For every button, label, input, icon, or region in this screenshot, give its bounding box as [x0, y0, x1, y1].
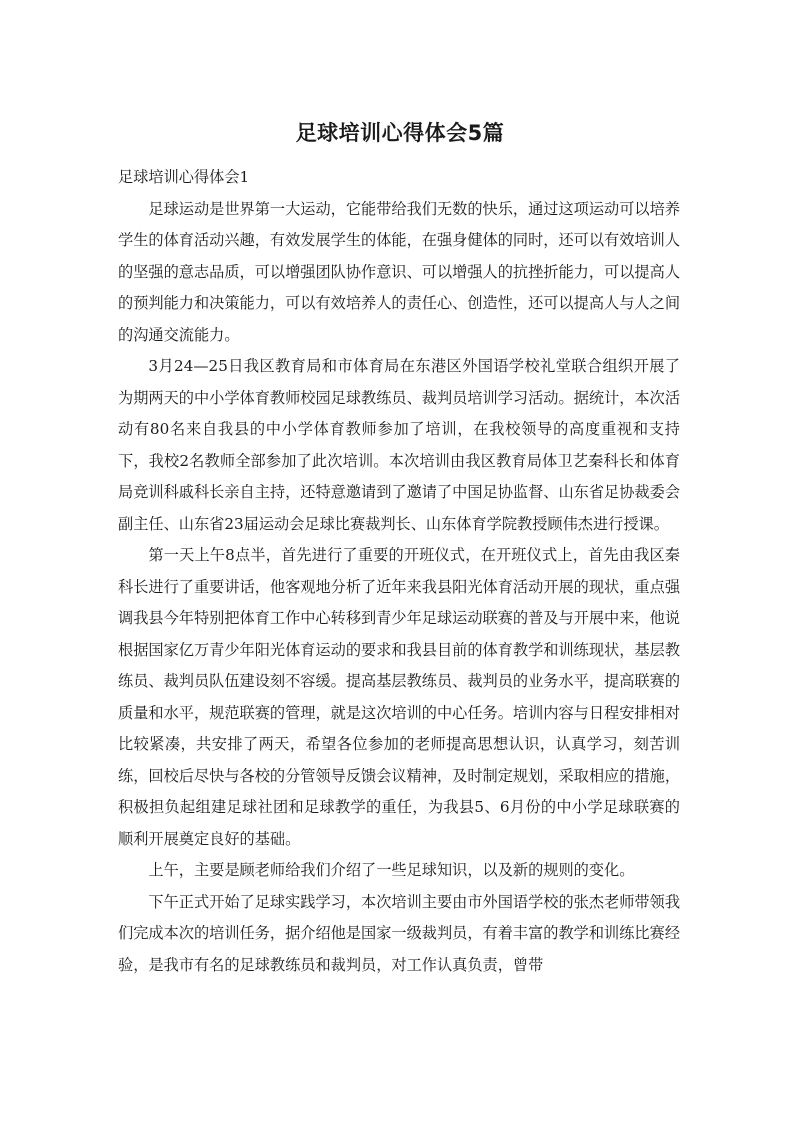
- paragraph-3: 第一天上午8点半，首先进行了重要的开班仪式，在开班仪式上，首先由我区秦科长进行了重要讲话，他客观地分析了近年来我县阳光体育活动开展的现状，重点强调我县今年特别把体育工作中心转移到青少年足球运动联赛的普及与开展中来，他说根据国家亿万青少年阳光体育运动的要求和我县目前的体育教学和训练现状，基层教练员、裁判员队伍建设刻不容缓。提高基层教练员、裁判员的业务水平，提高联赛的质量和水平，规范联赛的管理，就是这次培训的中心任务。培训内容与日程安排相对比较紧凑，共安排了两天，希望各位参加的老师提高思想认识，认真学习，刻苦训练，回校后尽快与各校的分管领导反馈会议精神，及时制定规划，采取相应的措施，积极担负起组建足球社团和足球教学的重任，为我县5、6月份的中小学足球联赛的顺利开展奠定良好的基础。: [118, 546, 680, 848]
- section-heading: 足球培训心得体会1: [118, 168, 250, 186]
- paragraph-4: 上午，主要是顾老师给我们介绍了一些足球知识，以及新的规则的变化。: [148, 861, 635, 879]
- paragraph-1: 足球运动是世界第一大运动，它能带给我们无数的快乐，通过这项运动可以培养学生的体育活动兴趣，有效发展学生的体能，在强身健体的同时，还可以有效培训人的坚强的意志品质，可以增强团队协作意识、可以增强人的抗挫折能力，可以提高人的预判能力和决策能力，可以有效培养人的责任心、创造性，还可以提高人与人之间的沟通交流能力。: [118, 199, 680, 344]
- paragraph-5: 下午正式开始了足球实践学习，本次培训主要由市外国语学校的张杰老师带领我们完成本次的培训任务，据介绍他是国家一级裁判员，有着丰富的教学和训练比赛经验，是我市有名的足球教练员和裁判员，对工作认真负责，曾带: [118, 892, 680, 974]
- paragraph-2: 3月24—25日我区教育局和市体育局在东港区外国语学校礼堂联合组织开展了为期两天的中小学体育教师校园足球教练员、裁判员培训学习活动。据统计，本次活动有80名来自我县的中小学体育教师参加了培训，在我校领导的高度重视和支持下，我校2名教师全部参加了此次培训。本次培训由我区教育局体卫艺秦科长和体育局竞训科戚科长亲自主持，还特意邀请到了邀请了中国足协监督、山东省足协裁委会副主任、山东省23届运动会足球比赛裁判长、山东体育学院教授顾伟杰进行授课。: [118, 357, 680, 533]
- document-body: [118, 162, 680, 981]
- document-title: 足球培训心得体会5篇: [295, 121, 505, 145]
